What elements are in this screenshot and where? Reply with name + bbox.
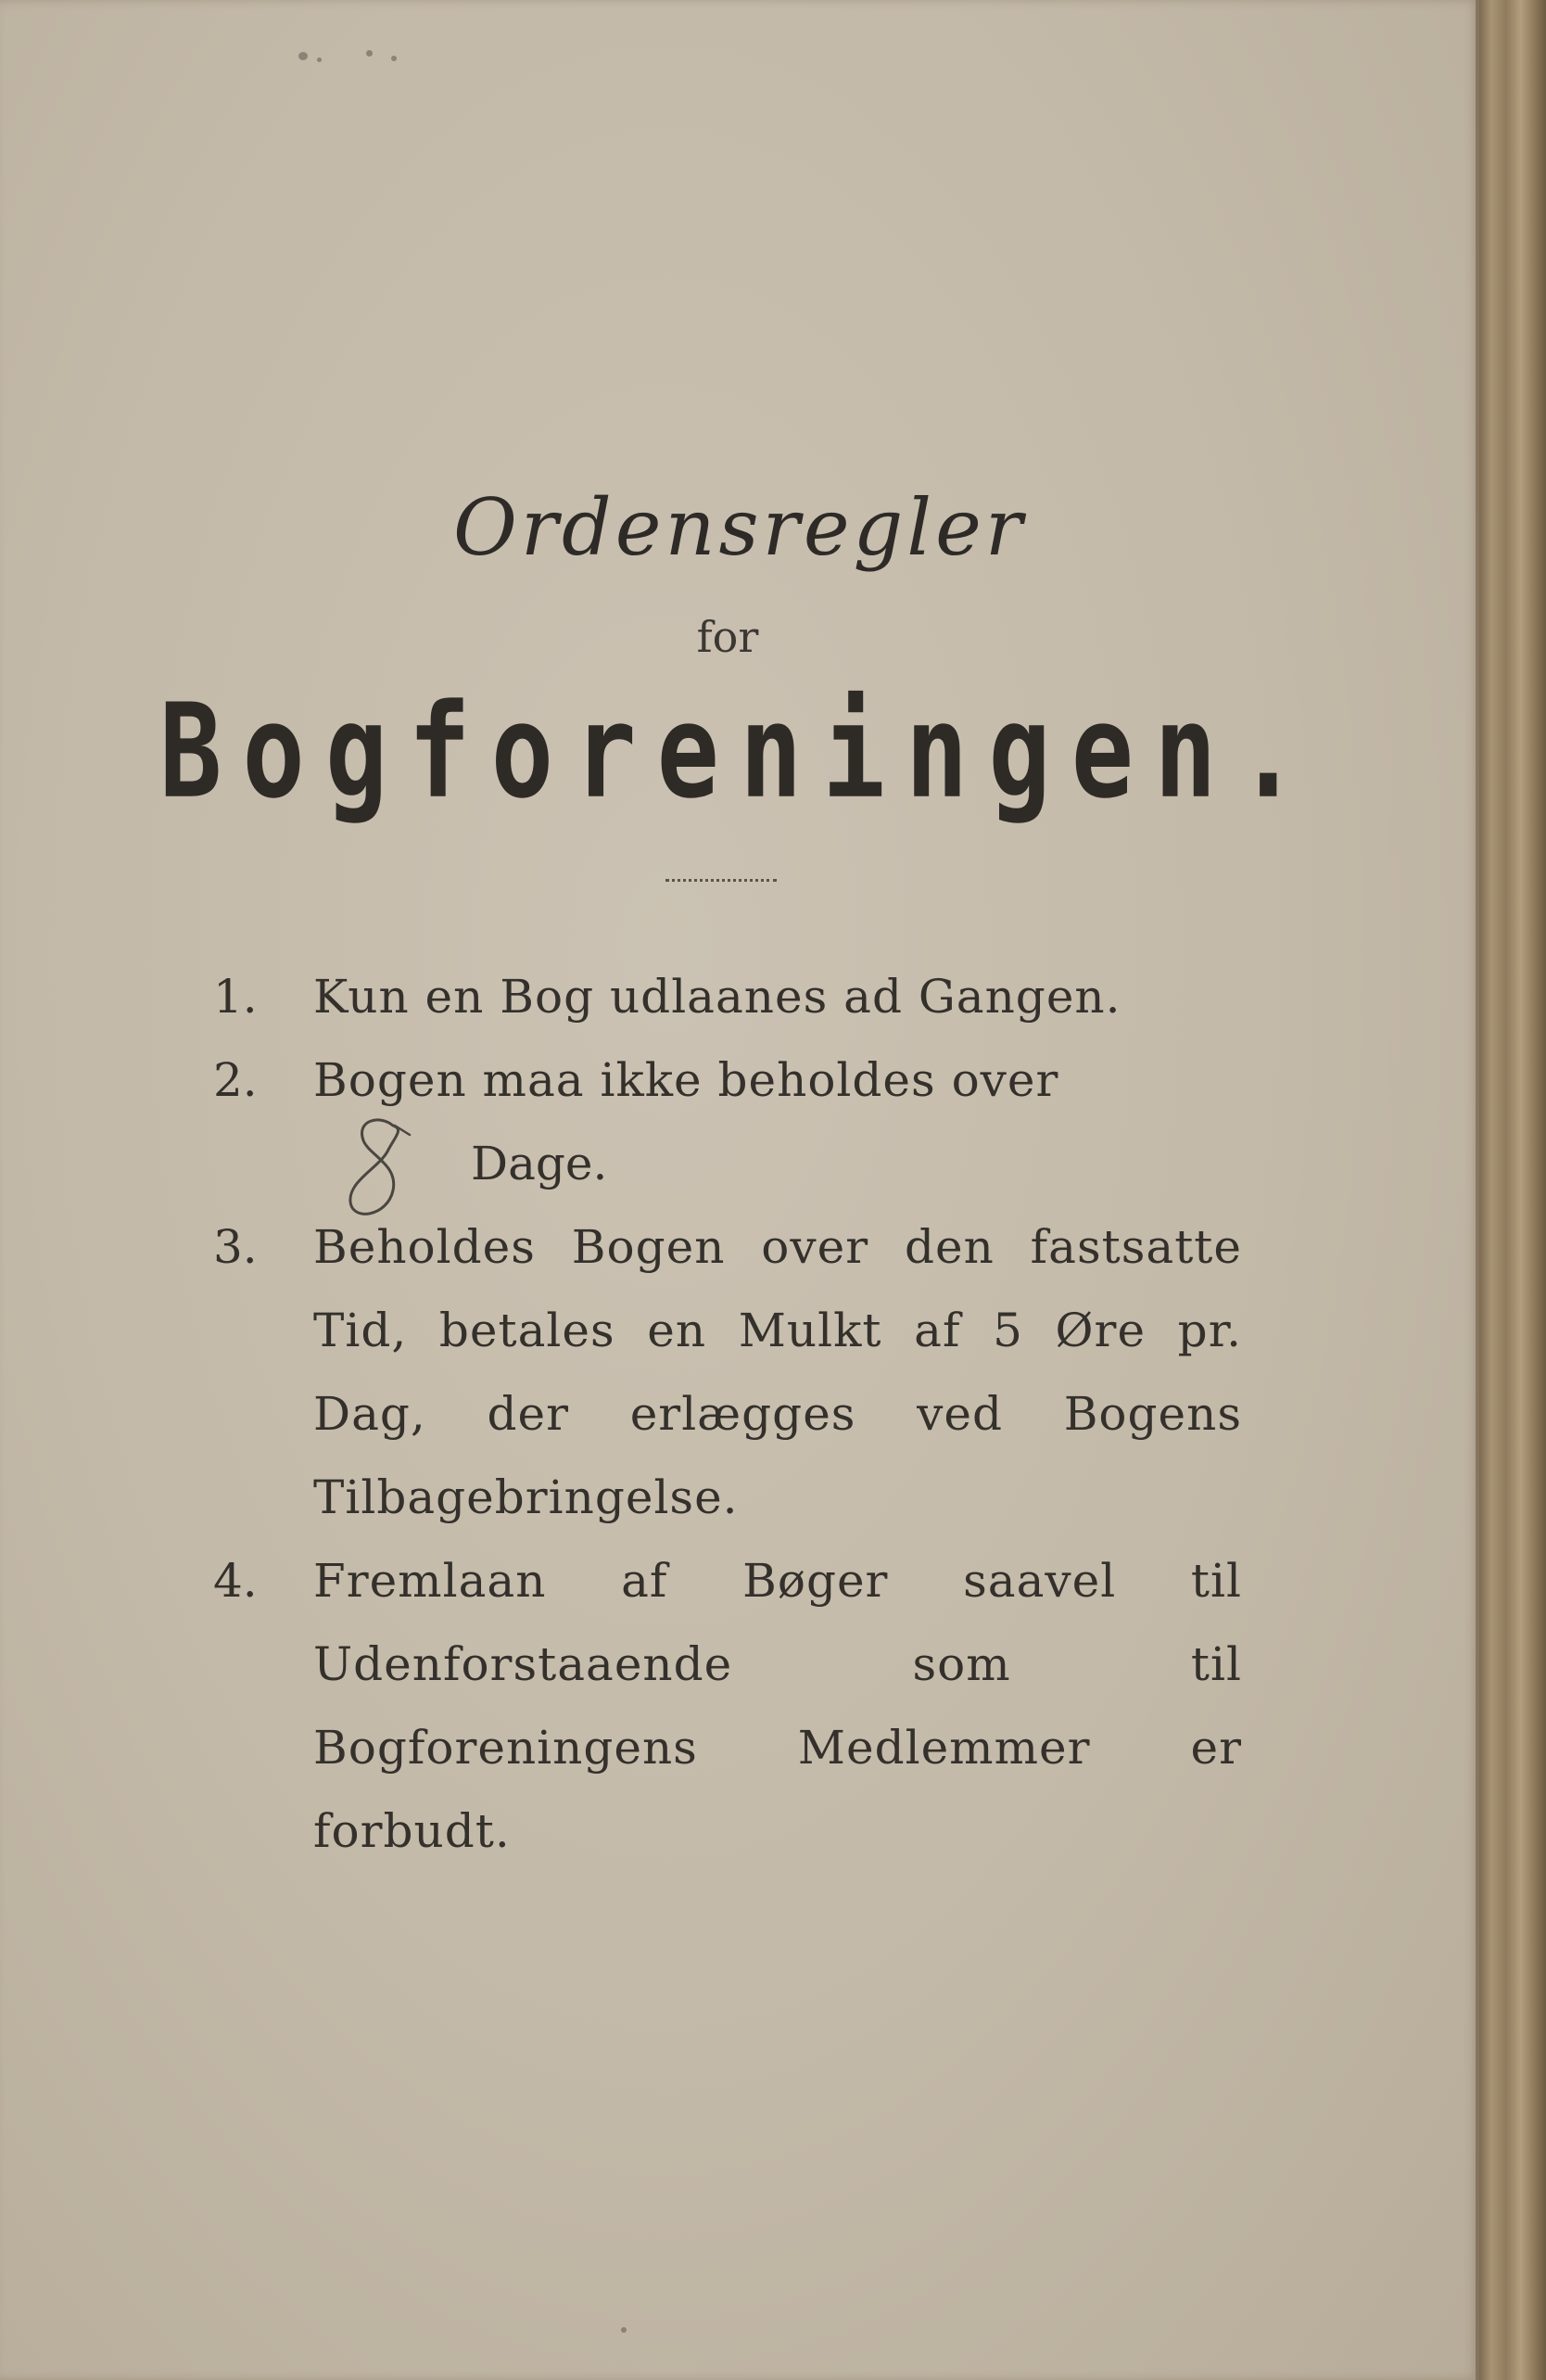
rule-number: 1.: [213, 970, 258, 1024]
book-spine: [1479, 0, 1546, 2380]
rule-text: Bogen maa ikke beholdes over: [313, 1053, 1059, 1107]
rule-text: Beholdes Bogen over den fastsatte Tid, betales en Mulkt af 5 Øre pr. Dag, der erlægges ved Bogens Tilbagebringelse.: [313, 1220, 1242, 1524]
rule-continuation: Dage.: [471, 1137, 608, 1190]
rule-number: 3.: [213, 1220, 258, 1274]
rule-text: Fremlaan af Bøger saavel til Udenforstaaende som til Bogforeningens Medlemmer er forbudt.: [313, 1554, 1242, 1858]
ink-speck: [391, 56, 397, 61]
title-ordensregler: Ordensregler: [452, 482, 1027, 573]
dotted-divider: [665, 879, 777, 882]
handwritten-eight: [339, 1113, 413, 1233]
ink-speck: [298, 52, 308, 60]
ink-speck: [366, 50, 373, 57]
rule-item-3: [213, 1205, 1242, 1539]
title-bogforeningen: Bogforeningen.: [158, 677, 1320, 828]
rule-item-1: [213, 955, 1242, 1038]
rule-number: 4.: [213, 1554, 258, 1608]
rule-text: Kun en Bog udlaanes ad Gangen.: [313, 970, 1121, 1024]
ink-speck: [317, 57, 322, 62]
rule-item-4: [213, 1539, 1242, 1873]
ink-speck: [621, 2327, 627, 2333]
rules-list: [213, 955, 1242, 1873]
title-for: for: [696, 612, 759, 662]
rule-number: 2.: [213, 1053, 258, 1107]
